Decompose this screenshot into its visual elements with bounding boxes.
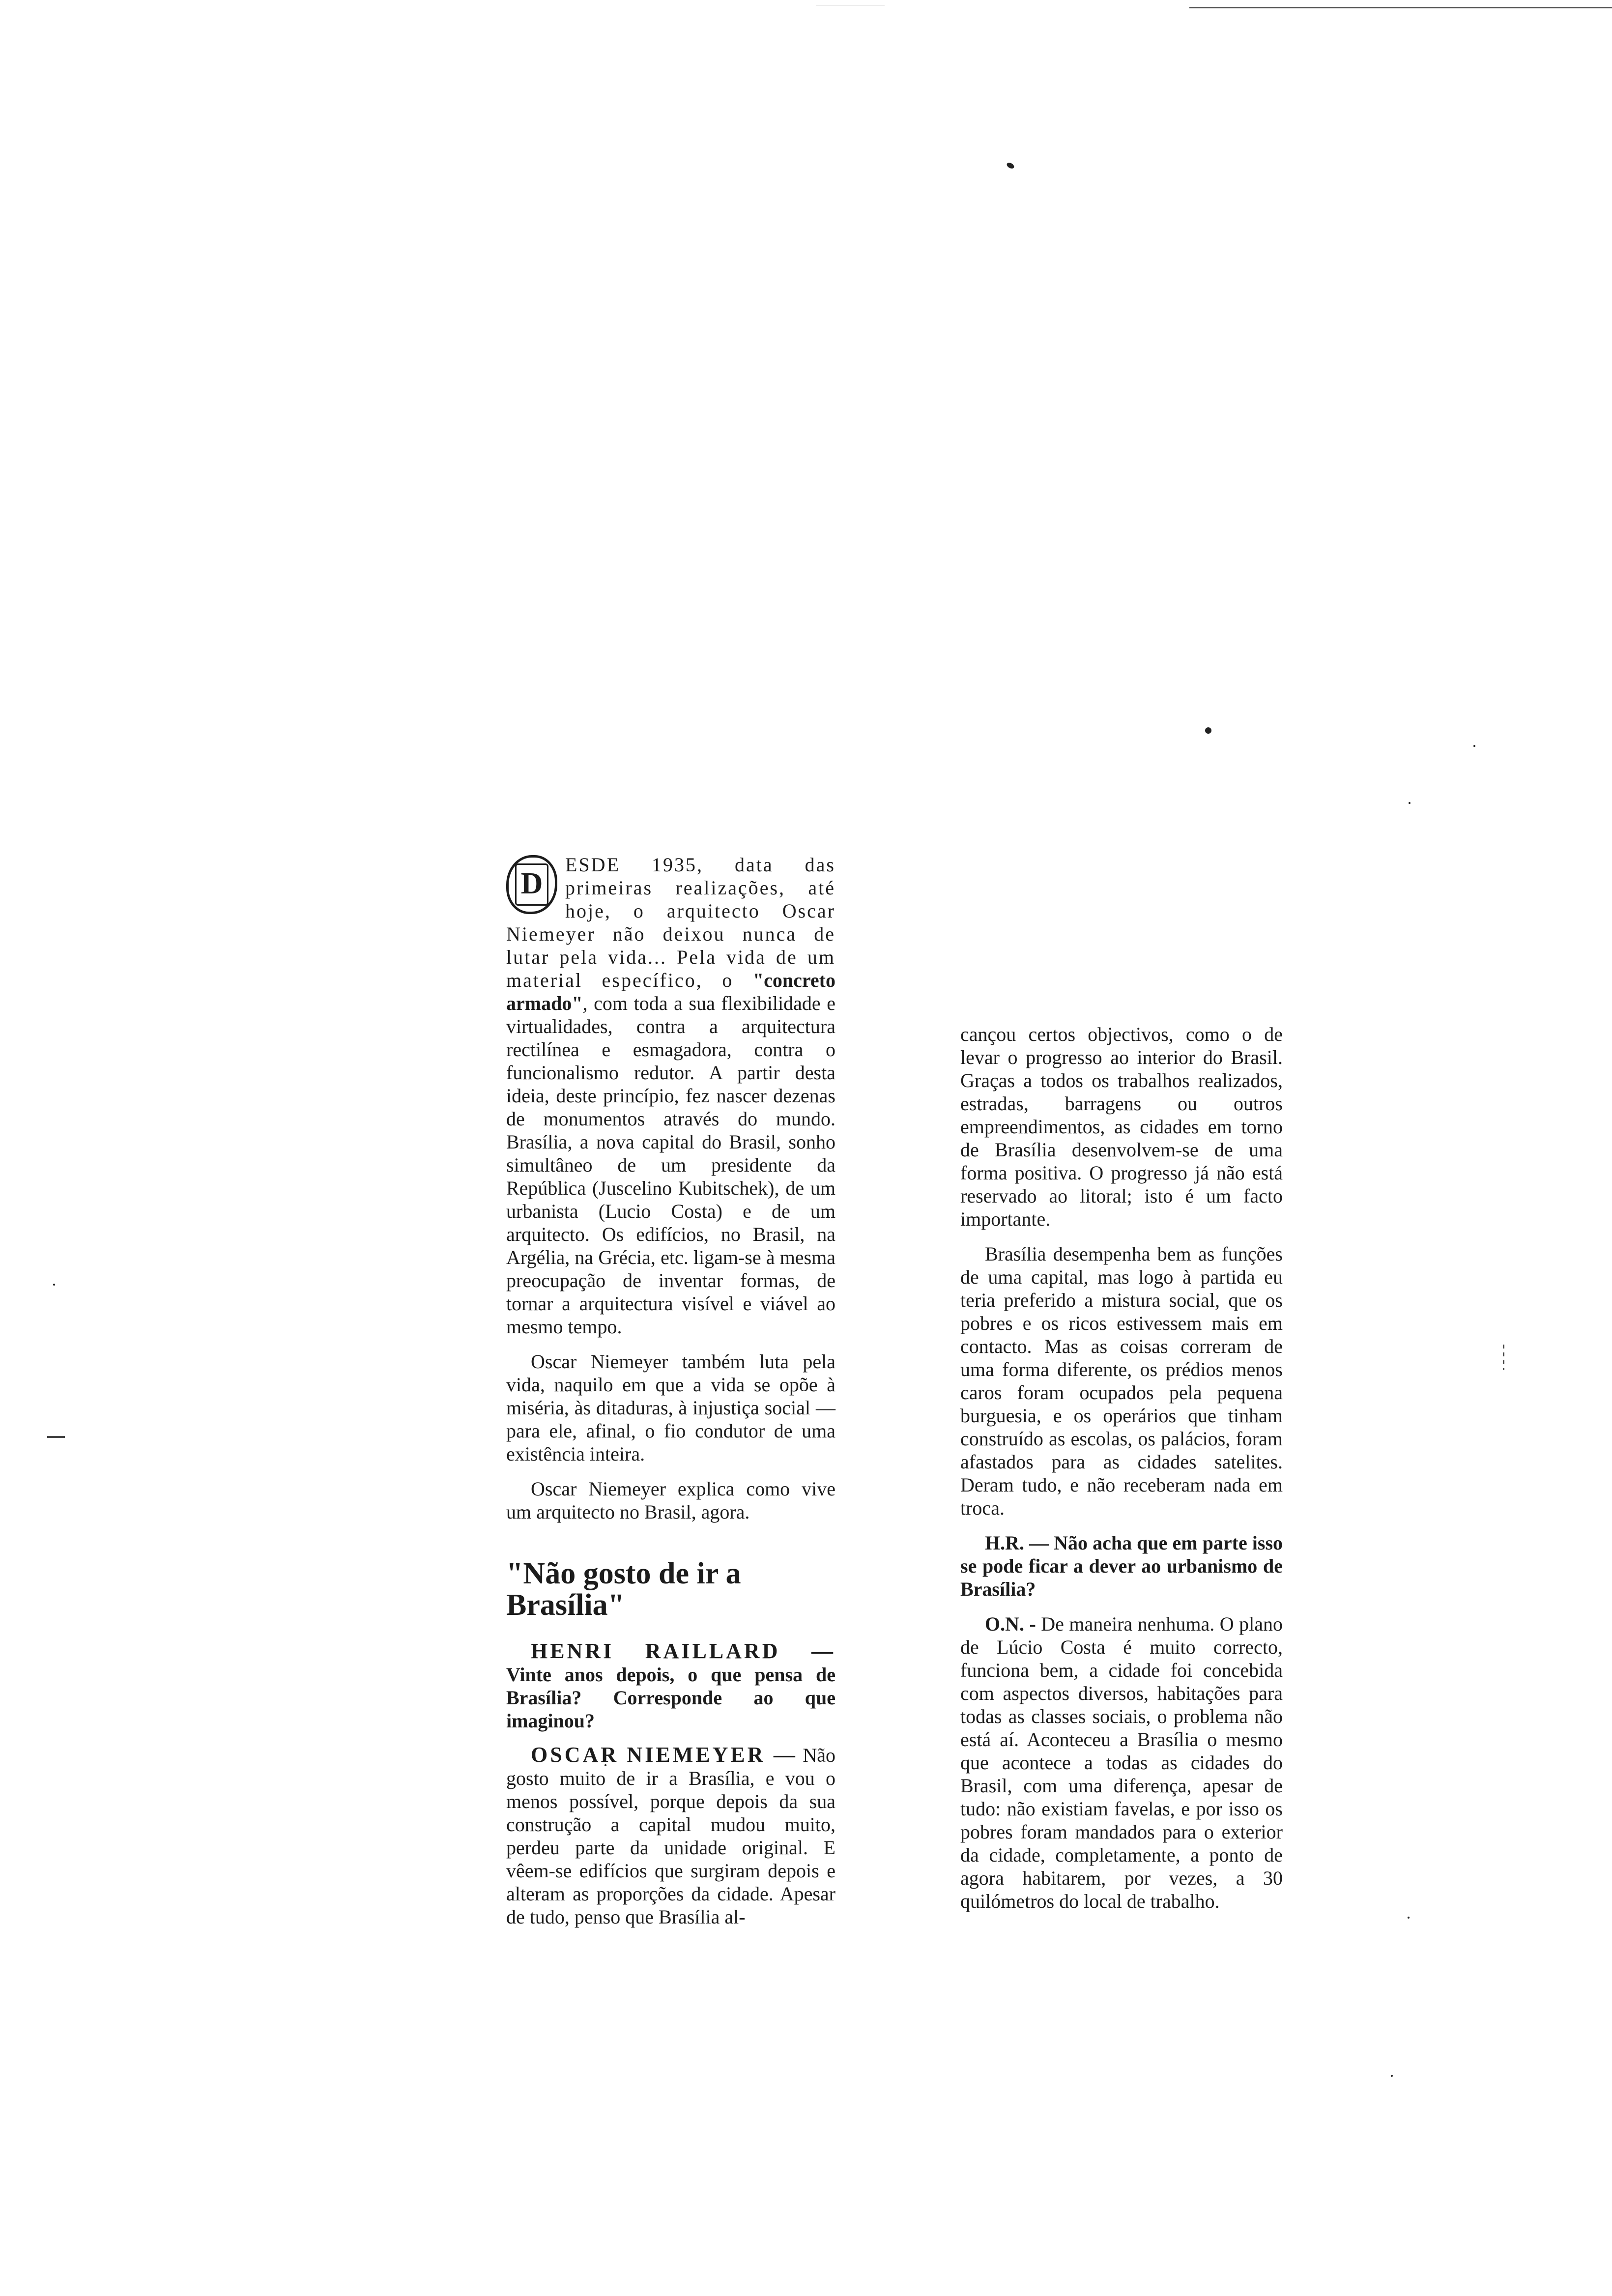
answer-2: [960, 1612, 1283, 1913]
scan-speck: [1205, 727, 1211, 734]
interviewer-name: HENRI RAILLARD —: [531, 1639, 835, 1663]
scan-mark: [1503, 1345, 1504, 1370]
intro-tail-text: , com toda a sua flexibilidade e virtualidades, contra a arquitectura rectilínea e esmagadora, contra o funcionalismo redutor. A partir desta ideia, deste princípio, fez nascer dezenas de monumentos através do mundo. Brasília, a nova capital do Brasil, sonho simultâneo de um presidente da República (Juscelino Kubitschek), de um urbanista (Lucio Costa) e de um arquitecto. Os edifícios, no Brasil, na Argélia, na Grécia, etc. ligam-se à mesma preocupação de inventar formas, de tornar a arquitectura visível e viável ao mesmo tempo.: [506, 992, 835, 1338]
intro-paragraph: [506, 853, 835, 1338]
scan-mark: [47, 1436, 65, 1438]
question-2-speaker: H.R. —: [985, 1532, 1049, 1554]
question-2: [960, 1531, 1283, 1601]
intro-paragraph-3: Oscar Niemeyer explica como vive um arquitecto no Brasil, agora.: [506, 1478, 835, 1523]
article-column-right: [960, 1023, 1283, 1913]
answer-1-paragraph-2: Brasília desempenha bem as funções de uma capital, mas logo à partida eu teria preferido a mistura social, que os pobres e os ricos estivessem mais em contacto. Mas as coisas correram de uma forma diferente, os prédios menos caros foram ocupados pela pequena burguesia, e os operários que tinham construído as escolas, os palácios, foram afastados para as cidades satelites. Deram tudo, e não receberam nada em troca.: [960, 1243, 1283, 1519]
question-1-text: Vinte anos depois, o que pensa de Brasília? Corresponde ao que imaginou?: [506, 1664, 835, 1732]
headline: "Não gosto de ir a Brasília": [506, 1557, 741, 1622]
intro-bold-term: "concreto armado": [506, 969, 835, 1014]
article-column-left: [506, 853, 835, 1928]
scan-speck: [1409, 802, 1410, 804]
scan-line-top: [1189, 7, 1612, 8]
scan-speck: [1408, 1917, 1410, 1919]
answer-1-continued: cançou certos objectivos, como o de levar o progresso ao interior do Brasil. Graças a todos os trabalhos realizados, estradas, barragens ou outros empreendimentos, as cidades em torno de Brasília desenvolvem-se de uma forma positiva. O progresso já não está reservado ao litoral; isto é um facto importante.: [960, 1023, 1283, 1230]
dropcap-letter: D: [506, 855, 557, 914]
question-1: [506, 1639, 835, 1732]
answer-1: [506, 1743, 835, 1928]
answer-2-text: De maneira nenhuma. O plano de Lúcio Costa é muito correcto, funciona bem, a cidade foi concebida com aspectos diversos, habitações para todas as classes sociais, o problema não está aí. Aconteceu a Brasília o mesmo que acontece a todas as cidades do Brasil, com uma diferença, apesar de tudo: não existiam favelas, e por isso os pobres foram mandados para o exterior da cidade, completamente, a ponto de agora habitarem, por vezes, a 30 quilómetros do local de trabalho.: [960, 1613, 1283, 1912]
interviewee-name: OSCAR NIEMEYER —: [531, 1743, 798, 1767]
scan-speck: [1391, 2075, 1393, 2077]
question-2-text: Não acha que em parte isso se pode ficar a dever ao urbanismo de Brasília?: [960, 1532, 1283, 1600]
intro-lead-text: ESDE 1935, data das primeiras realizações, até hoje, o arquitecto Oscar Niemeyer não deixou nunca de lutar pela vida... Pela vida de um material específico, o: [506, 854, 835, 991]
scan-speck: [53, 1284, 55, 1286]
answer-2-speaker: O.N. -: [985, 1613, 1036, 1635]
answer-1-text-left: Não gosto muito de ir a Brasília, e vou o menos possível, porque depois da sua construção a capital mudou muito, perdeu parte da unidade original. E vêem-se edifícios que surgiram depois e alteram as proporções da cidade. Apesar de tudo, penso que Brasília al-: [506, 1744, 835, 1928]
intro-paragraph-2: Oscar Niemeyer também luta pela vida, naquilo em que a vida se opõe à miséria, às ditaduras, à injustiça social — para ele, afinal, o fio condutor de uma existência inteira.: [506, 1350, 835, 1465]
scan-speck: [1006, 162, 1015, 170]
scan-speck: [1473, 745, 1475, 747]
